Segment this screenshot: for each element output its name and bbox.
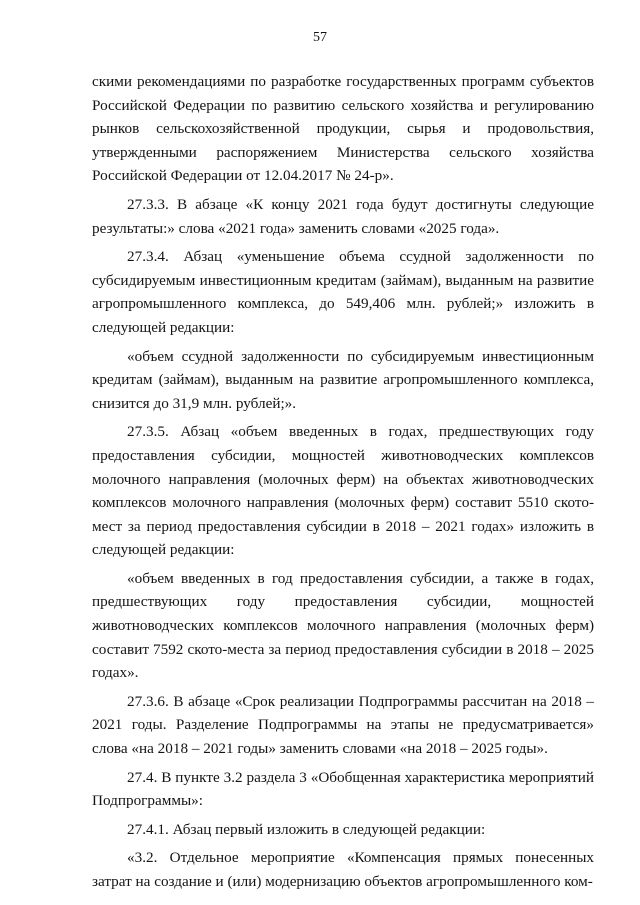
paragraph-continuation: скими рекомендациями по разработке государственных программ субъектов Российской Федерации по развитию сельского хозяйства и регулированию рынков сельскохозяйственной продукции, сырья и продовольствия, утвержденными распоряжением Министерства сельского хозяйства Российской Федерации от 12.04.2017 № 24-р».	[92, 73, 594, 185]
page-number: 57	[313, 30, 327, 45]
paragraph-quote-2: «объем введенных в год предоставления субсидии, а также в годах, предшествующих году предоставления субсидии, мощностей животноводческих комплексов молочного направления (молочных ферм) составит 7592 ското-места за период предоставления субсидии в 2018 – 2025 годах».	[92, 569, 594, 682]
paragraph-27-3-4: 27.3.4. Абзац «уменьшение объема ссудной задолженности по субсидируемым инвестиционным кредитам (займам), выданным на развитие агропромышленного комплекса, до 549,406 млн. рублей;» изложить в следующей редакции:	[92, 248, 594, 336]
paragraph-27-4: 27.4. В пункте 3.2 раздела 3 «Обобщенная характеристика мероприятий Подпрограммы»:	[92, 768, 594, 810]
paragraph-27-3-3: 27.3.3. В абзаце «К концу 2021 года будут достигнуты следующие результаты:» слова «2021 года» заменить словами «2025 года».	[92, 195, 594, 237]
paragraph-27-4-1: 27.4.1. Абзац первый изложить в следующей редакции:	[127, 820, 486, 838]
paragraph-27-3-5: 27.3.5. Абзац «объем введенных в годах, предшествующих году предоставления субсидии, мощностей животноводческих комплексов молочного направления (молочных ферм) на объектах животноводческих комплексов молочного направления (молочных ферм) составит 5510 ското-мест за период предоставления субсидии в 2018 – 2021 годах» изложить в следующей редакции:	[92, 423, 594, 559]
document-body	[92, 70, 594, 894]
paragraph-quote-1: «объем ссудной задолженности по субсидируемым инвестиционным кредитам (займам), выданным на развитие агропромышленного комплекса, снизится до 31,9 млн. рублей;».	[92, 347, 594, 412]
paragraph-27-3-6: 27.3.6. В абзаце «Срок реализации Подпрограммы рассчитан на 2018 – 2021 годы. Разделение Подпрограммы на этапы не предусматривается» слова «на 2018 – 2021 годы» заменить словами «на 2018 – 2025 годы».	[92, 692, 594, 758]
paragraph-quote-3: «3.2. Отдельное мероприятие «Компенсация прямых понесенных затрат на создание и (или) модернизацию объектов агропромышленного ком-	[92, 849, 594, 890]
